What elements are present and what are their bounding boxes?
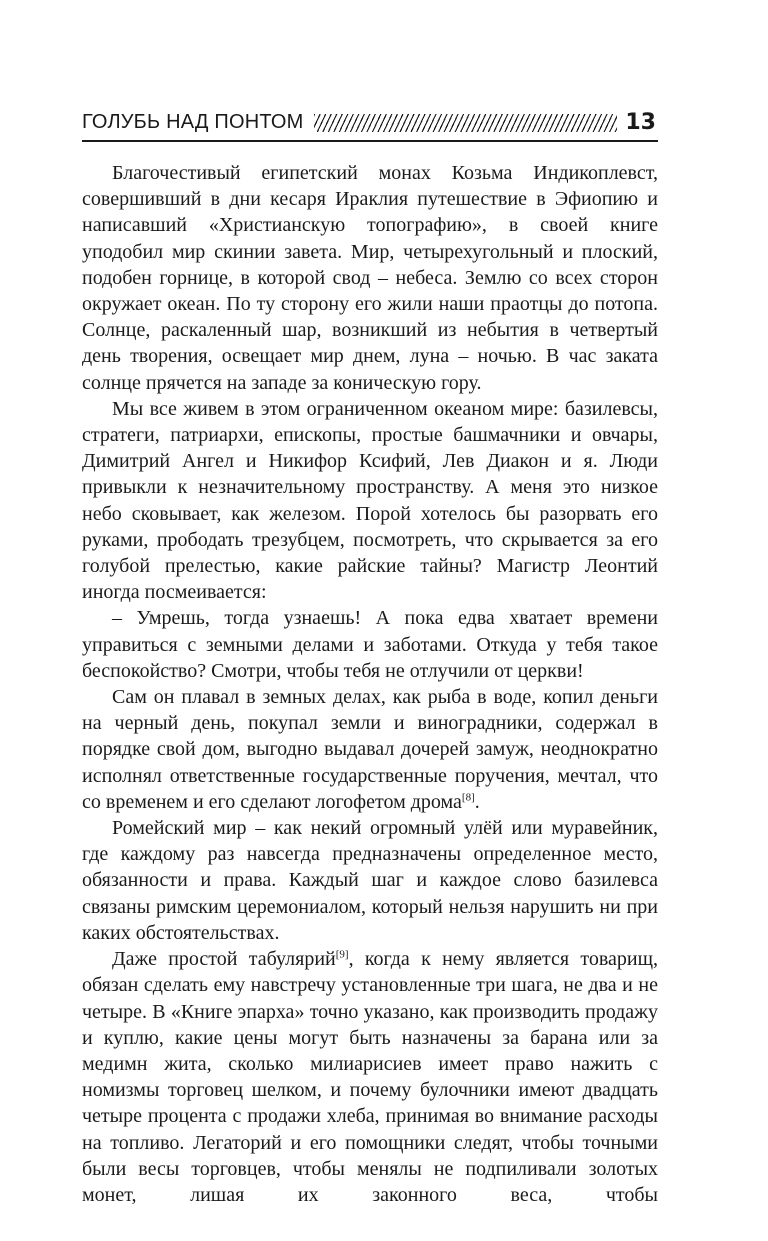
paragraph-text: Сам он плавал в земных делах, как рыба в воде, копил деньги на черный день, покупал земли и виноградники, содержал в порядке свой дом, выгодно выдавал дочерей замуж, неоднократно исполнял ответственные государственные поручения, мечтал, что со временем и его сделают логофетом дрома <box>82 686 658 813</box>
paragraph-text: Даже простой табулярий <box>112 948 336 971</box>
paragraph <box>82 160 658 396</box>
running-header <box>82 104 658 142</box>
page-number: 13 <box>625 110 656 135</box>
paragraph-text: , когда к нему является товарищ, обязан сделать ему навстречу установленные три шага, не два и не четыре. В «Книге эпарха» точно указано, как производить продажу и куплю, какие цены могут быть назначены за барана или за медимн жита, сколько милиарисиев имеет право нажить с номизмы торговец шелком, и почему булочники имеют двадцать четыре процента с продажи хлеба, принимая во внимание расходы на топливо. Легаторий и его помощники следят, чтобы точными были весы торговцев, чтобы менялы не подпиливали золотых монет, лишая их законного веса, чтобы <box>82 948 658 1206</box>
paragraph-text: Мы все живем в этом ограниченном океаном мире: базилевсы, стратеги, патриархи, епископы, простые башмачники и овчары, Димитрий Ангел и Никифор Ксифий, Лев Диакон и я. Люди привыкли к незначительному пространству. А меня это низкое небо сковывает, как железом. Порой хотелось бы разорвать его руками, прободать трезубцем, посмотреть, что скрывается за его голубой прелестью, какие райские тайны? Магистр Леонтий иногда посмеивается: <box>82 397 658 604</box>
paragraph <box>82 396 658 606</box>
paragraph <box>82 815 658 946</box>
dialogue-paragraph <box>82 605 658 684</box>
running-title: ГОЛУБЬ НАД ПОНТОМ <box>82 111 304 133</box>
paragraph-text: – Умрешь, тогда узнаешь! А пока едва хватает времени управиться с земными делами и заботами. Откуда у тебя такое беспокойство? Смотри, чтобы тебя не отлучили от церкви! <box>82 607 658 682</box>
header-hatch-ornament <box>314 114 618 132</box>
footnote-ref[interactable]: [8] <box>461 791 475 804</box>
paragraph-text: . <box>474 790 480 813</box>
paragraph-text: Благочестивый египетский монах Козьма Индикоплевст, совершивший в дни кесаря Ираклия путешествие в Эфиопию и написавший «Христианскую топографию», в своей книге уподобил мир скинии завета. Мир, четырехугольный и плоский, подобен горнице, в которой свод – небеса. Землю со всех сторон окружает океан. По ту сторону его жили наши праотцы до потопа. Солнце, раскаленный шар, возникший из небытия в четвертый день творения, освещает мир днем, луна – ночью. В час заката солнце прячется на западе за коническую гору. <box>82 162 658 394</box>
paragraph <box>82 946 658 1208</box>
body-text <box>82 160 658 1208</box>
footnote-ref[interactable]: [9] <box>335 948 349 961</box>
paragraph-text: Ромейский мир – как некий огромный улёй или муравейник, где каждому раз навсегда предназначены определенное место, обязанности и права. Каждый шаг и каждое слово базилевса связаны римским церемониалом, который нельзя нарушить ни при каких обстоятельствах. <box>82 817 658 944</box>
paragraph <box>82 684 658 815</box>
